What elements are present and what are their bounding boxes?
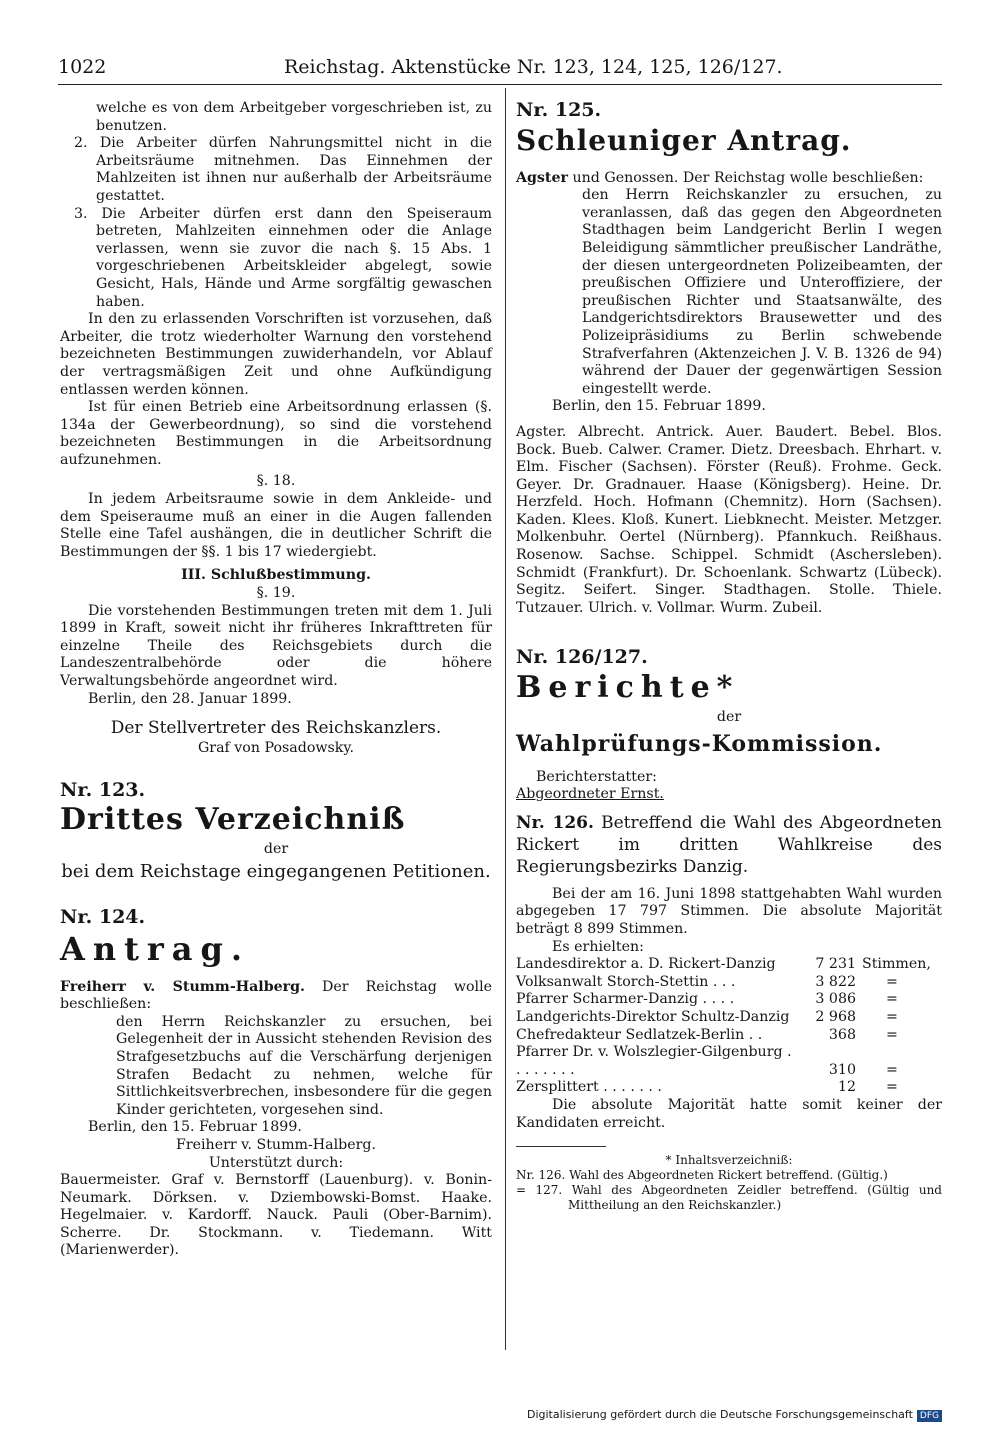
reporter-label: Berichterstatter: bbox=[536, 768, 657, 785]
date: Berlin, den 15. Februar 1899. bbox=[88, 1119, 302, 1136]
right-column bbox=[516, 100, 942, 1213]
date: Berlin, den 28. Januar 1899. bbox=[88, 690, 292, 707]
vote-row: Zersplittert . . . . . . . 12 = bbox=[516, 1079, 898, 1096]
reporter-name: Abgeordneter Ernst. bbox=[516, 786, 664, 803]
column-divider bbox=[505, 88, 506, 1350]
paragraph: Ist für einen Betrieb eine Arbeitsordnung erlassen (§. 134a der Gewerbeordnung), so sind die vorstehend bezeichneten Bestimmungen in die Arbeitsordnung aufzunehmen. bbox=[60, 399, 492, 468]
title-124: Antrag. bbox=[60, 929, 250, 968]
vote-row: Pfarrer Scharmer-Danzig . . . . 3 086 = bbox=[516, 991, 898, 1008]
motion-signature: Freiherr v. Stumm-Halberg. bbox=[176, 1136, 376, 1153]
motion-text: Der Reichstag wolle beschließen: bbox=[60, 978, 493, 1013]
running-header bbox=[58, 56, 942, 82]
date: Berlin, den 15. Februar 1899. bbox=[552, 398, 766, 415]
nr-126-127: Nr. 126/127. bbox=[516, 646, 648, 669]
footnote-item: Nr. 126. Wahl des Abgeordneten Rickert betreffend. (Gültig.) bbox=[516, 1168, 888, 1183]
continued-text: welche es von dem Arbeitgeber vorgeschrieben ist, zu benutzen. bbox=[96, 100, 492, 134]
report-126-heading bbox=[516, 812, 942, 878]
footnote-item: = 127. Wahl des Abgeordneten Zeidler betreffend. (Gültig und Mittheilung an den Reichskanzler.) bbox=[516, 1183, 942, 1213]
section-19: §. 19. bbox=[256, 585, 296, 602]
footnote-rule bbox=[516, 1146, 606, 1147]
title-der: der bbox=[716, 709, 742, 726]
header-title: Reichstag. Aktenstücke Nr. 123, 124, 125, 126/127. bbox=[284, 56, 783, 78]
paragraph: In den zu erlassenden Vorschriften ist vorzusehen, daß Arbeiter, die trotz wiederholter Warnung den vorstehend bezeichneten Bestimmungen zuwiderhandeln, vor Ablauf der vertragsmäßigen Zeit und ohne Aufkündigung entlassen werden können. bbox=[60, 311, 492, 398]
motion-lead: Freiherr v. Stumm-Halberg. bbox=[60, 978, 305, 995]
vote-row: Volksanwalt Storch-Stettin . . . 3 822 = bbox=[516, 973, 898, 990]
vote-row: Chefredakteur Sedlatzek-Berlin . . 368 = bbox=[516, 1026, 898, 1043]
report-text: Bei der am 16. Juni 1898 stattgehabten Wahl wurden abgegeben 17 797 Stimmen. Die absolute Majorität beträgt 8 899 Stimmen. bbox=[516, 885, 942, 937]
vote-table bbox=[516, 956, 942, 1097]
motion-lead: Agster bbox=[516, 169, 568, 186]
supporter-names: Bauermeister. Graf v. Bernstorff (Lauenburg). v. Bonin-Neumark. Dörksen. v. Dziembowski-Bomst. Haake. Hegelmaier. v. Kardorff. Nauck. Pauli (Ober-Barnim). Scherre. Dr. Stockmann. v. Tiedemann. Witt (Marienwerder). bbox=[60, 1172, 492, 1259]
header-rule bbox=[58, 84, 942, 85]
title-126: Berichte* bbox=[516, 670, 740, 706]
paragraph: Die vorstehenden Bestimmungen treten mit dem 1. Juli 1899 in Kraft, soweit nicht ihr früheres Inkrafttreten für einzelne Theile des Reichsgebiets durch die Landeszentralbehörde oder die höhere Verwaltungsbehörde angeordnet wird. bbox=[60, 602, 492, 689]
left-column bbox=[60, 100, 492, 1260]
results-intro: Es erhielten: bbox=[552, 938, 644, 955]
digitization-credit: Digitalisierung gefördert durch die Deutsche Forschungsgemeinschaft DFG bbox=[527, 1408, 942, 1422]
item-2: 2. Die Arbeiter dürfen Nahrungsmittel nicht in die Arbeitsräume mitnehmen. Das Einnehmen der Mahlzeiten ist ihnen nur außerhalb der Arbeitsräume gestattet. bbox=[74, 135, 492, 204]
title-der: der bbox=[263, 841, 289, 858]
supported-by: Unterstützt durch: bbox=[208, 1154, 344, 1171]
motion-124-intro bbox=[60, 979, 492, 1014]
section-18: §. 18. bbox=[256, 473, 296, 490]
vote-row: Pfarrer Dr. v. Wolszlegier-Gilgenburg . . . . . . . . 310 = bbox=[516, 1044, 898, 1078]
footnote-title: * Inhaltsverzeichniß: bbox=[665, 1153, 793, 1168]
title-126-sub: Wahlprüfungs-Kommission. bbox=[516, 730, 883, 757]
signature-name: Graf von Posadowsky. bbox=[197, 740, 355, 757]
report-lead: Nr. 126. bbox=[516, 812, 594, 833]
report-conclusion: Die absolute Majorität hatte somit keiner der Kandidaten erreicht. bbox=[516, 1096, 942, 1131]
motion-125-intro bbox=[516, 170, 942, 188]
nr-123: Nr. 123. bbox=[60, 778, 146, 801]
section-heading: III. Schlußbestimmung. bbox=[181, 567, 371, 584]
report-title: Betreffend die Wahl des Abgeordneten Rickert im dritten Wahlkreise des Regierungsbezirks Danzig. bbox=[516, 812, 942, 877]
signature-title: Der Stellvertreter des Reichskanzlers. bbox=[110, 718, 442, 739]
page-number: 1022 bbox=[58, 56, 107, 78]
motion-125-body: den Herrn Reichskanzler zu ersuchen, zu veranlassen, daß das gegen den Abgeordneten Stadthagen beim Landgericht Berlin I wegen Beleidigung sämmtlicher preußischer Landräthe, der diesen untergeordneten Polizeibeamten, der preußischen Offiziere und Unteroffiziere, der preußischen Richter und Staatsanwälte, des Landgerichtsdirektors Brausewetter und des Polizeipräsidiums zu Berlin schwebende Strafverfahren (Aktenzeichen J. V. B. 1326 de 94) während der Dauer der gegenwärtigen Session eingestellt werde. bbox=[582, 187, 942, 397]
title-125: Schleuniger Antrag. bbox=[516, 123, 852, 157]
vote-row: Landgerichts-Direktor Schultz-Danzig 2 968 = bbox=[516, 1008, 898, 1025]
item-3: 3. Die Arbeiter dürfen erst dann den Speiseraum betreten, Mahlzeiten einnehmen oder die Anlage verlassen, wenn sie zuvor die nach §. 15 Abs. 1 vorgeschriebenen Arbeitskleider abgelegt, sowie Gesicht, Hals, Hände und Arme sorgfältig gewaschen haben. bbox=[74, 205, 492, 310]
nr-125: Nr. 125. bbox=[516, 99, 602, 121]
nr-124: Nr. 124. bbox=[60, 905, 146, 928]
signer-names: Agster. Albrecht. Antrick. Auer. Baudert. Bebel. Blos. Bock. Bueb. Calwer. Cramer. Dietz. Dreesbach. Ehrhart. v. Elm. Fischer (Sachsen). Förster (Reuß). Frohme. Geck. Geyer. Dr. Gradnauer. Haase (Königsberg). Heine. Dr. Herzfeld. Hoch. Hofmann (Chemnitz). Horn (Sachsen). Kaden. Klees. Kloß. Kunert. Liebknecht. Meister. Metzger. Molkenbuhr. Oertel (Nürnberg). Pfannkuch. Reißhaus. Rosenow. Sachse. Schippel. Schmidt (Aschersleben). Schmidt (Frankfurt). Dr. Schoenlank. Schwartz (Lübeck). Segitz. Seifert. Singer. Stadthagen. Stolle. Thiele. Tutzauer. Ulrich. v. Vollmar. Wurm. Zubeil. bbox=[516, 423, 942, 616]
title-123: Drittes Verzeichniß bbox=[60, 802, 406, 838]
vote-row: Landesdirektor a. D. Rickert-Danzig 7 231 Stimmen, bbox=[516, 956, 931, 973]
motion-text: und Genossen. Der Reichstag wolle beschließen: bbox=[572, 169, 924, 186]
dfg-logo: DFG bbox=[917, 1410, 942, 1422]
title-123-sub: bei dem Reichstage eingegangenen Petitionen. bbox=[61, 860, 491, 882]
motion-124-body: den Herrn Reichskanzler zu ersuchen, bei Gelegenheit der in Aussicht stehenden Revision des Strafgesetzbuchs auf die Verschärfung derjenigen Strafen Bedacht zu nehmen, welche für Sittlichkeitsverbrechen, insbesondere für die gegen Kinder gerichteten, vorgesehen sind. bbox=[116, 1013, 492, 1118]
paragraph: In jedem Arbeitsraume sowie in dem Ankleide- und dem Speiseraume muß an einer in die Augen fallenden Stelle eine Tafel aushängen, die in deutlicher Schrift die Bestimmungen der §§. 1 bis 17 wiedergiebt. bbox=[60, 491, 492, 560]
